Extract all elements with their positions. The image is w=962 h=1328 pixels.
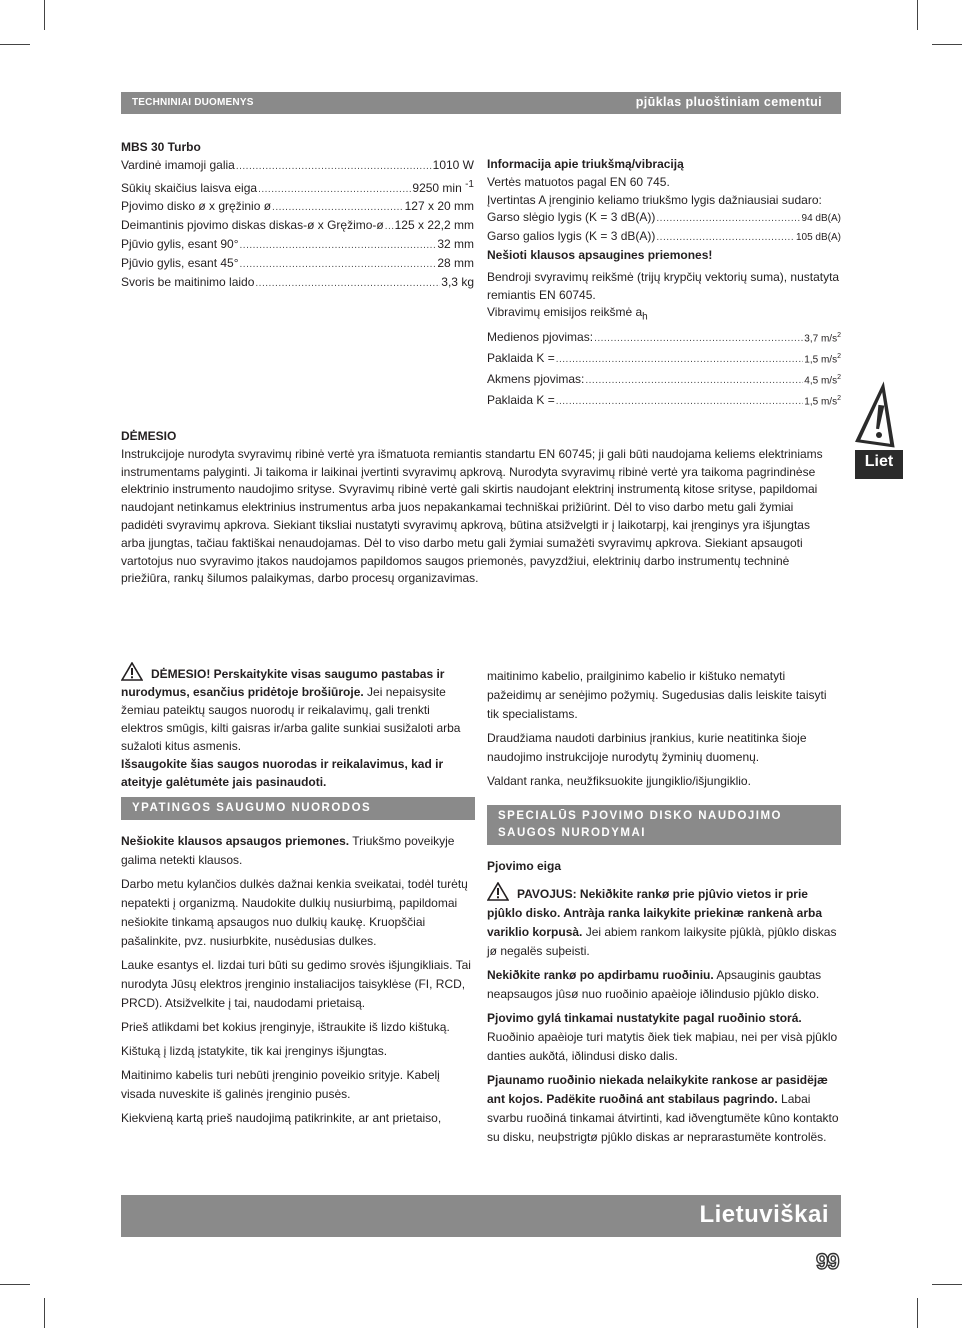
cut-depth-text: Ruoðinio apaèioje turi matytis ðiek tiek maþiau, nei per visà pjûklo danties aukðtá, iðlindusi disko dalis. xyxy=(487,1030,838,1063)
spec-row xyxy=(121,255,474,274)
ear-protection-warning: Nešioti klausos apsaugines priemones! xyxy=(487,247,713,262)
vibration-emission xyxy=(487,304,841,326)
hearing-protection-bold: Nešiokite klausos apsaugos priemones. xyxy=(121,834,350,848)
side-tab-label: Liet xyxy=(864,453,894,470)
crop-mark xyxy=(0,44,30,45)
spec-row xyxy=(121,236,474,255)
warning-icon xyxy=(121,662,143,681)
warning-icon xyxy=(855,375,903,450)
left-column xyxy=(121,662,475,1133)
tools-paragraph: Draudžiama naudoti darbinius įrankius, kurie neatitinka šioje naudojimo instrukcijoje nurodytų žyminių duomenų. xyxy=(487,731,807,764)
crop-mark xyxy=(932,1284,962,1285)
keep-instructions: Išsaugokite šias saugos nuorodas ir reikalavimus, kad ir ateityje galėtumėte jais pasinaudoti. xyxy=(121,757,444,789)
noise-label: Garso slėgio lygis (K = 3 dB(A)) xyxy=(487,210,656,225)
vibration-emission-sub: h xyxy=(642,311,648,323)
cable-paragraph: Maitinimo kabelis turi nebūti įrenginio poveikio srityje. Kabelį visada nuveskite iš galinės įrenginio pusės. xyxy=(121,1068,440,1101)
hands-under-text: Apsauginis gaubtas neapsaugos jûsø nuo ruoðinio apaèioje iðlindusio pjûklo disko. xyxy=(487,968,822,1001)
noise-text: Įvertintas A įrenginio keliamo triukšmo lygis dažniausiai sudaro: xyxy=(487,192,822,207)
page-header xyxy=(121,92,841,114)
vibration-label: Medienos pjovimas: xyxy=(487,329,594,344)
vibration-row xyxy=(487,348,841,369)
spec-value: 127 x 20 mm xyxy=(404,199,474,214)
crop-mark xyxy=(44,0,45,30)
spec-value: 1010 W xyxy=(432,157,474,172)
noise-title: Informacija apie triukšmą/vibraciją xyxy=(487,157,684,171)
attention-title: DĖMESIO xyxy=(121,429,177,443)
section-heading-disc-safety: SPECIALŪS PJOVIMO DISKO NAUDOJIMO SAUGOS NURODYMAI xyxy=(487,805,841,845)
section-heading-special-safety: YPATINGOS SAUGUMO NUORODOS xyxy=(121,797,475,820)
safety-warning-text: Jei nepaisysite žemiau pateiktų saugos nuorodų ir reikalavimų, gali trenkti elektros smūgis, kilti gaisras ir/arba galite sunkiai susižaloti arba sužaloti kitus asmenis. xyxy=(121,685,461,753)
workpiece-text: Labai svarbu ruoðiná tinkamai átvirtinti, kad iðvengtumëte kûno kontakto su disku, neuþstrigtø pjûklo diskas ar neprarastumëte kontrolës. xyxy=(487,1092,839,1144)
vibration-row xyxy=(487,369,841,390)
plug-paragraph: Kištuką į lizdą įstatykite, tik kai įrenginys išjungtas. xyxy=(121,1044,388,1058)
safety-warning-bold: DĖMESIO! Perskaitykite visas saugumo pastabas ir nurodymus, esančius pridėtoje brošiūroje. xyxy=(121,667,445,699)
cutting-procedure-subtitle: Pjovimo eiga xyxy=(487,859,562,873)
noise-text: Vertės matuotos pagal EN 60 745. xyxy=(487,174,670,189)
vibration-label: Paklaida K = xyxy=(487,351,555,366)
noise-value: 94 dB(A) xyxy=(801,213,841,225)
page-number: 99 xyxy=(816,1249,839,1274)
vibration-unit-sup: 2 xyxy=(837,394,841,402)
unplug-paragraph: Prieš atlikdami bet kokius įrenginyje, ištraukite iš lizdo kištuką. xyxy=(121,1020,450,1034)
noise-row xyxy=(487,228,841,247)
vibration-emission-label: Vibravimų emisijos reikšmė a xyxy=(487,305,643,320)
spec-row xyxy=(121,217,474,236)
damage-paragraph: maitinimo kabelio, prailginimo kabelio ir kištuko nematyti pažeidimų ar senėjimo požymių. Sugedusias dalis leiskite taisyti tik specialistams. xyxy=(487,669,827,721)
hearing-protection-text: Triukšmo poveikyje galima netekti klausos. xyxy=(121,834,455,867)
switch-paragraph: Valdant ranka, neužfiksuokite įjungiklio/išjungiklio. xyxy=(487,774,751,788)
header-section-title: TECHNINIAI DUOMENYS xyxy=(132,97,254,108)
header-product-name: pjūklas pluoštiniam cementui xyxy=(635,95,822,109)
vibration-row xyxy=(487,327,841,348)
language-side-tab xyxy=(855,375,903,479)
vibration-row xyxy=(487,390,841,411)
right-column xyxy=(487,667,841,1152)
spec-row xyxy=(121,274,474,293)
crop-mark xyxy=(917,1298,918,1328)
hands-under-bold: Nekiðkite rankø po apdirbamu ruoðiniu. xyxy=(487,968,714,982)
vibration-unit-sup: 2 xyxy=(837,352,841,360)
spec-row xyxy=(121,176,474,199)
spec-label: Vardinė imamoji galia xyxy=(121,157,235,172)
vibration-label: Akmens pjovimas: xyxy=(487,372,585,387)
spec-value: 28 mm xyxy=(437,255,474,270)
vibration-value: 4,5 m/s xyxy=(804,375,838,387)
vibration-unit-sup: 2 xyxy=(837,331,841,339)
vibration-value: 3,7 m/s xyxy=(804,332,838,344)
spec-label: Pjūvio gylis, esant 45° xyxy=(121,255,239,270)
dust-paragraph: Darbo metu kylančios dulkės dažnai kenkia sveikatai, todėl turėtų nepatekti į organizmą. Naudokite dulkių nusiurbimą, papildomai nešiokite tinkamą apsaugos nuo dulkių kaukę. Kruopščiai pašalinkite, pvz. nusiurbkite, nusėdusias dulkes. xyxy=(121,877,468,948)
spec-label: Deimantinis pjovimo diskas diskas-ø x Gręžimo-ø xyxy=(121,218,384,233)
vibration-value: 1,5 m/s xyxy=(804,396,838,408)
spec-label: Pjovimo disko ø x gręžinio ø xyxy=(121,199,272,214)
spec-value: 3,3 kg xyxy=(441,274,474,289)
spec-value: 32 mm xyxy=(437,236,474,251)
vibration-intro: Bendroji svyravimų reikšmė (trijų krypčių vektorių suma), nustatyta remiantis EN 60745. xyxy=(487,269,840,302)
noise-vibration-info xyxy=(487,156,841,411)
crop-mark xyxy=(44,1298,45,1328)
footer-language: Lietuviškai xyxy=(699,1201,829,1228)
spec-value: 9250 min xyxy=(412,180,466,195)
spec-label: Svoris be maitinimo laido xyxy=(121,274,255,289)
attention-block xyxy=(121,428,836,588)
spec-row xyxy=(121,157,474,176)
vibration-label: Paklaida K = xyxy=(487,393,555,408)
danger-text: Jei abiem rankom laikysite pjûklà, pjûklo diskas jø negalës suþeisti. xyxy=(487,925,837,958)
crop-mark xyxy=(917,0,918,30)
spec-table xyxy=(121,139,474,292)
socket-paragraph: Lauke esantys el. lizdai turi būti su gedimo srovės išjungikliais. Tai nurodyta Jūsų elektros įrenginio instaliacijos taisyklėse (FI, RCD, PRCD). Atsižvelkite į tai, naudodami prietaisą. xyxy=(121,958,471,1010)
spec-unit-sup: -1 xyxy=(465,178,474,190)
vibration-unit-sup: 2 xyxy=(837,373,841,381)
crop-mark xyxy=(932,44,962,45)
warning-icon xyxy=(487,882,509,901)
crop-mark xyxy=(0,1284,30,1285)
footer-language-bar xyxy=(121,1195,841,1237)
spec-row xyxy=(121,198,474,217)
danger-bold: PAVOJUS: Nekiðkite rankø prie pjûvio vietos ir prie pjûklo disko. Antràja ranka laikykite priekinæ rankenà arba variklio korpusà. xyxy=(487,887,823,939)
noise-row xyxy=(487,209,841,228)
vibration-value: 1,5 m/s xyxy=(804,354,838,366)
attention-text: Instrukcijoje nurodyta svyravimų ribinė vertė yra išmatuota remiantis standartu EN 60745; ji gali būti naudojama keliems elektriniams instrumentams palyginti. Ji taikoma ir laikinai įvertinti svyravimų apkrovą. Nurodyta svyravimų ribinė vertė yra taikoma pagrindinėse elektrinio instrumento naudojimo srityse. Svyravimų ribinė vertė gali skirtis naudojant elektrinį instrumentą kitose srityse, papildomai naudojant netinkamus elektrinius instrumentus arba juos nepakankamai techniškai prižiūrint. Dėl to viso darbo metu gali žymiai padidėti svyravimų apkrova. Siekiant tiksliai nustatyti svyravimų apkrovą, būtina atsižvelgti ir į laikotarpį, kai įrenginys yra išjungtas arba įjungtas, tačiau faktiškai nenaudojamas. Dėl to viso darbo metu gali žymiai sumažėti svyravimų apkrova. Siekiant apsaugoti vartotojus nuo svyravimo įtakos naudojamos papildomos saugos priemonės, pavyzdžiui, elektrinių darbo instrumentų techninė priežiūra, rankų šilumos palaikymas, darbo procesų organizavimas. xyxy=(121,446,823,586)
noise-value: 105 dB(A) xyxy=(795,232,841,244)
workpiece-bold: Pjaunamo ruoðinio niekada nelaikykite rankose ar pasidëjæ ant kojos. Padëkite ruoðiná ant stabilaus pagrindo. xyxy=(487,1073,828,1106)
cut-depth-bold: Pjovimo gylá tinkamai nustatykite pagal ruoðinio storá. xyxy=(487,1011,802,1025)
spec-value: 125 x 22,2 mm xyxy=(394,218,474,233)
check-paragraph: Kiekvieną kartą prieš naudojimą patikrinkite, ar ant prietaiso, xyxy=(121,1111,442,1125)
noise-label: Garso galios lygis (K = 3 dB(A)) xyxy=(487,229,656,244)
spec-model-title: MBS 30 Turbo xyxy=(121,140,201,154)
spec-label: Sūkių skaičius laisva eiga xyxy=(121,180,258,195)
spec-label: Pjūvio gylis, esant 90° xyxy=(121,236,239,251)
